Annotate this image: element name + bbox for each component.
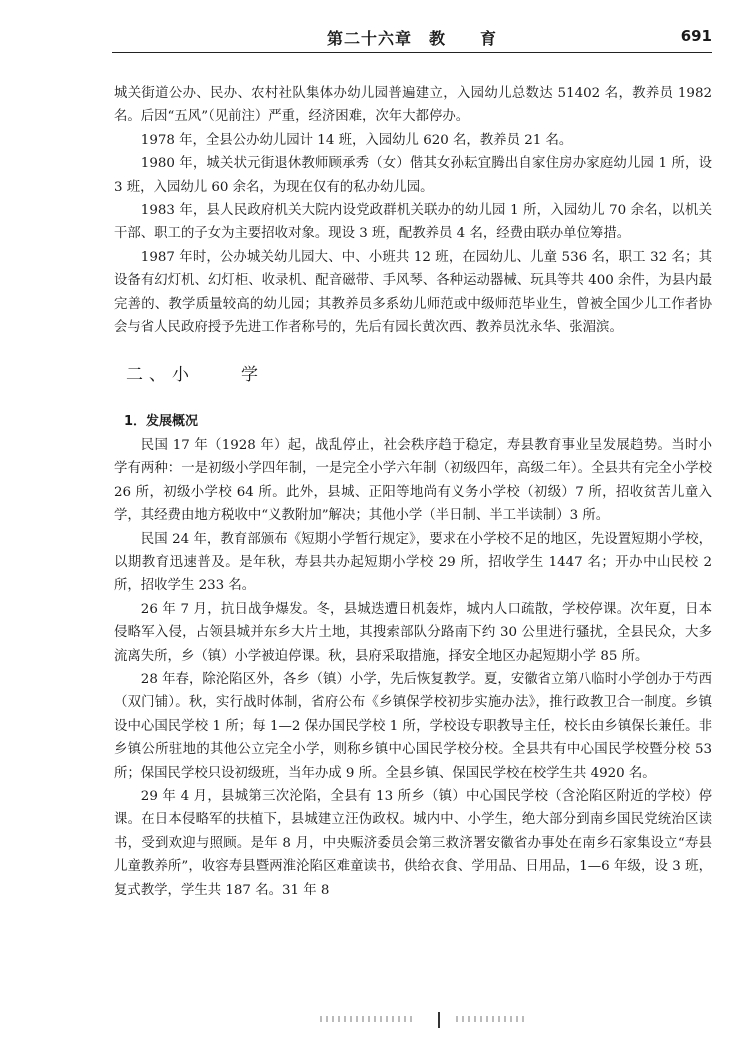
section-heading: 二、小 学 — [126, 365, 264, 386]
page-header — [112, 24, 712, 53]
paragraph: 1980 年，城关状元街退休教师顾承秀（女）偕其女孙耘宜腾出自家住房办家庭幼儿园 1 所，设 3 班，入园幼儿 60 余名，为现在仅有的私办幼儿园。 — [114, 156, 712, 195]
page-number: 691 — [680, 27, 712, 45]
scan-artifact — [456, 1016, 526, 1022]
subsection-heading: 1．发展概况 — [124, 414, 199, 430]
paragraph: 1983 年，县人民政府机关大院内设党政群机关联办的幼儿园 1 所，入园幼儿 70 余名，以机关干部、职工的子女为主要招收对象。现设 3 班，配教养员 4 名，经费由联办单位筹措。 — [114, 203, 712, 242]
paragraph: 26 年 7 月，抗日战争爆发。冬，县城迭遭日机轰炸，城内人口疏散，学校停课。次年夏，日本侵略军入侵，占领县城并东乡大片土地，其搜索部队分路南下约 30 公里进行骚扰，全县民众，大多流离失所，乡（镇）小学被迫停课。秋，县府采取措施，择安全地区办起短期小学 85 所。 — [114, 601, 712, 664]
paragraph: 29 年 4 月，县城第三次沦陷，全县有 13 所乡（镇）中心国民学校（含沦陷区附近的学校）停课。在日本侵略军的扶植下，县城建立汪伪政权。城内中、小学生，绝大部分到南乡国民党统治区读书，受到欢迎与照顾。是年 8 月，中央赈济委员会第三救济署安徽省办事处在南乡石家集设立“寿县儿童教养所”，收容寿县暨两淮沦陷区难童读书，供给衣食、学用品、日用品，1—6 年级，设 3 班，复式教学，学生共 187 名。31 年 8 — [114, 788, 712, 898]
chapter-title: 第二十六章 教 育 — [326, 29, 497, 48]
body-text — [114, 82, 712, 902]
paragraph: 1987 年时，公办城关幼儿园大、中、小班共 12 班，在园幼儿、儿童 536 名，职工 32 名；其设备有幻灯机、幻灯柜、收录机、配音磁带、手风琴、各种运动器械、玩具等共 400 余件，为县内最完善的、教学质量较高的幼儿园；其教养员多系幼儿师范或中级师范毕业生，曾被全国少儿工作者协会与省人民政府授予先进工作者称号的，先后有园长黄次西、教养员沈永华、张湄滨。 — [114, 249, 712, 336]
scan-artifact — [438, 1012, 440, 1028]
paragraph-continued: 城关街道公办、民办、农村社队集体办幼儿园普遍建立，入园幼儿总数达 51402 名，教养员 1982 名。后因“五风”（见前注）严重，经济困难，次年大都停办。 — [114, 86, 712, 125]
paragraph: 民国 17 年（1928 年）起，战乱停止，社会秩序趋于稳定，寿县教育事业呈发展趋势。当时小学有两种：一是初级小学四年制，一是完全小学六年制（初级四年，高级二年）。全县共有完全小学校 26 所，初级小学校 64 所。此外，县城、正阳等地尚有义务小学校（初级）7 所，招收贫苦儿童入学，其经费由地方税收中“义教附加”解决；其他小学（半日制、半工半读制）3 所。 — [114, 437, 712, 524]
scan-artifact — [320, 1016, 416, 1022]
paragraph: 28 年春，除沦陷区外，各乡（镇）小学，先后恢复教学。夏，安徽省立第八临时小学创办于芍西（双门铺）。秋，实行战时体制，省府公布《乡镇保学校初步实施办法》，推行政教卫合一制度。乡镇设中心国民学校 1 所；每 1—2 保办国民学校 1 所，学校设专职教导主任，校长由乡镇保长兼任。非乡镇公所驻地的其他公立完全小学，则称乡镇中心国民学校分校。全县共有中心国民学校暨分校 53 所；保国民学校只设初级班，当年办成 9 所。全县乡镇、保国民学校在校学生共 4920 名。 — [114, 671, 712, 781]
paragraph: 民国 24 年，教育部颁布《短期小学暂行规定》，要求在小学校不足的地区，先设置短期小学校，以期教育迅速普及。是年秋，寿县共办起短期小学校 29 所，招收学生 1447 名；开办中山民校 2 所，招收学生 233 名。 — [114, 531, 712, 594]
paragraph: 1978 年，全县公办幼儿园计 14 班，入园幼儿 620 名，教养员 21 名。 — [140, 132, 573, 148]
